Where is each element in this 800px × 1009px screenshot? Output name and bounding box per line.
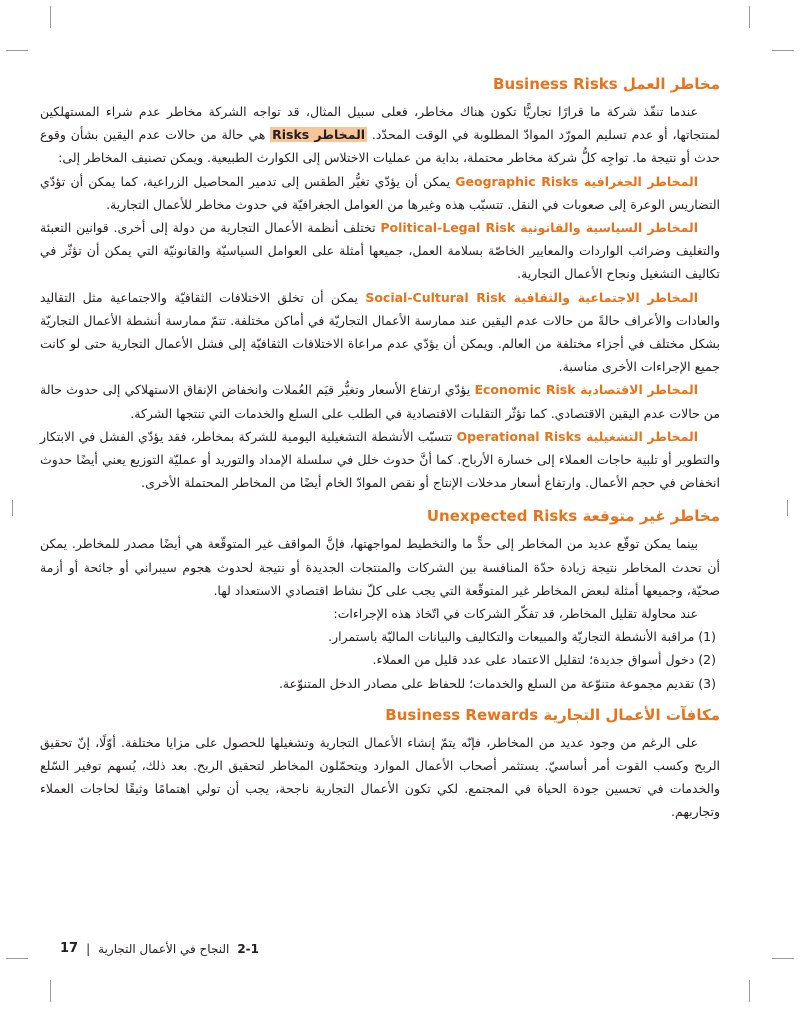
page-content [40,72,720,824]
crop-mark [772,958,794,959]
section-heading-business-risks [40,72,720,96]
crop-mark [50,6,51,28]
crop-mark [12,500,13,516]
section-number: 2-1 [237,941,260,956]
crop-mark [772,50,794,51]
intro-paragraph [40,100,720,170]
risk-item-operational [40,425,720,495]
risk-term: المخاطر الاقتصادية Economic Risk [474,382,698,398]
risks-definition-highlight: المخاطر Risks [272,127,366,143]
heading-english: Business Risks [493,75,618,93]
crop-mark [50,980,51,1002]
crop-mark [6,50,28,51]
crop-mark [6,958,28,959]
risk-text: تتسبّب الأنشطة التشغيلية اليومية للشركة بمخاطر، فقد يؤدّي الفشل في الابتكار والتطوير أو تلبية حاجات العملاء إلى خسارة الأرباح. كما أنَّ حدوث خلل في سلسلة الإمداد والتوريد أو عمليّة التوزيع يعني أيضًا حدوث انخفاض في حجم الأعمال. وارتفاع أسعار مدخلات الإنتاج أو نقص الموادّ الخام أيضًا من المخاطر المحتملة الأخرى. [40,428,720,491]
page-footer [60,941,259,956]
page-number: 17 [60,941,79,956]
risk-term: المخاطر السياسية والقانونية Political-Legal Risk [380,220,698,236]
crop-mark [749,6,750,28]
crop-mark [787,500,788,516]
measures-list [40,625,720,695]
heading-english: Unexpected Risks [426,507,578,526]
list-item: (1) مراقبة الأنشطة التجاريّة والمبيعات والتكاليف والبيانات الماليّة باستمرار. [328,629,716,645]
heading-english: Business Rewards [385,705,539,724]
risk-term: المخاطر التشغيلية Operational Risks [456,428,699,444]
intro-text-a: عندما تنفّذ شركة ما قرارًا تجاريًّا تكون هناك مخاطر، فعلى سبيل المثال، قد تواجه الشركة مخاطر عدم شراء المستهلكين لمنتجاتها، أو عدم تسليم المورّد الموادّ المطلوبة في الوقت المحدّد. [40,104,720,143]
unexpected-risks-paragraph: بينما يمكن توقّع عديد من المخاطر إلى حدٍّ ما والتخطيط لمواجهتها، فإنَّ المواقف غير المتوقّعة هي أيضًا مصدر للمخاطر. يمكن أن تحدث المخاطر نتيجة زيادة حدّة المنافسة بين الشركات والمنتجات الجديدة أو نتيجة لحدوث هجوم سيبراني أو جائحة أو أزمة صحيّة، وجميعها أمثلة لبعض المخاطر غير المتوقّعة التي يجب على كلّ نشاط اقتصادي الاستعداد لها. [40,536,720,598]
heading-arabic: مخاطر العمل [622,75,720,93]
risk-text: تختلف أنظمة الأعمال التجارية من دولة إلى أخرى. قوانين التعبئة والتغليف وضرائب الواردات والمعايير الخاصّة بسلامة العمل، جميعها أمثلة على العوامل السياسيّة والقانونيّة التي يمكن أن تؤثّر في تكاليف التشغيل ونجاح الأعمال التجارية. [40,220,720,282]
heading-arabic: مخاطر غير متوقعة [582,507,720,526]
risk-item-social-cultural [40,286,720,379]
risk-text: يمكن أن تخلق الاختلافات الثقافيّة والاجتماعية مثل التقاليد والعادات والأعراف حالةً من حالات عدم اليقين عند ممارسة الأعمال التجاريّة في أماكن مختلفة. تتمّ ممارسة أنشطة الأعمال التجاريّة بشكل مختلف في أجزاء مختلفة من العالم. ويمكن أن يؤدّي عدم مراعاة الاختلافات الثقافيّة إلى فشل الأعمال التجارية حتى لو كانت جميع الإجراءات الأخرى مناسبة. [40,289,720,375]
risk-text: يمكن أن يؤدّي تغيُّر الطقس إلى تدمير المحاصيل الزراعية، كما يمكن أن تؤدّي التضاريس الوعرة إلى صعوبات في النقل. تتسبّب هذه وغيرها من العوامل الجغرافيّة في حدوث مخاطر للأعمال التجارية. [40,173,720,212]
business-rewards-paragraph: على الرغم من وجود عديد من المخاطر، فإنّه يتمّ إنشاء الأعمال التجارية وتشغيلها للحصول على مزايا مختلفة. أوّلًا، إنّ تحقيق الربح وكسب القوت أمر أساسيّ. يستثمر أصحاب الأعمال الموارد ويتحمّلون المخاطر لتحقيق الربح. بعد ذلك، يُسهم توفير السّلع والخدمات في تحسين جودة الحياة في المجتمع. لكي تكون الأعمال التجارية ناجحة، يجب أن تولي اهتمامًا وثيقًا لحاجات العملاء وتجاربهم. [40,734,720,820]
risk-item-political-legal [40,216,720,286]
list-item: (3) تقديم مجموعة متنوّعة من السلع والخدمات؛ للحفاظ على مصادر الدخل المتنوّعة. [278,675,716,691]
section-heading-unexpected-risks [40,504,720,528]
heading-arabic: مكافآت الأعمال التجارية [543,705,720,724]
crop-mark [749,980,750,1002]
risk-term: المخاطر الجغرافية Geographic Risks [455,173,698,189]
risk-item-geographic [40,170,720,216]
footer-separator: | [86,941,91,956]
intro-text-b: هي حالة من حالات عدم اليقين بشأن وقوع حدث أو نتيجة ما. تواجِه كلُّ شركة مخاطر محتملة، بداية من عمليات الاختلاس إلى الكوارث الطبيعية. ويمكن تصنيف المخاطر إلى: [40,127,720,166]
risk-term: المخاطر الاجتماعية والثقافية Social-Cultural Risk [365,289,698,305]
risk-text: يؤدّي ارتفاع الأسعار وتغيُّر قيَم العُملات وانخفاض الإنفاق الاستهلاكي إلى حدوث حالة من حالات عدم اليقين الاقتصادي. كما تؤثّر التقلبات الاقتصادية في الطلب على السلع والخدمات التي تنتجها الشركة. [40,382,720,421]
measures-lead: عند محاولة تقليل المخاطر، قد تفكّر الشركات في اتّخاذ هذه الإجراءات: [333,606,698,622]
risk-item-economic [40,378,720,424]
chapter-title: النجاح في الأعمال التجارية [98,941,230,956]
section-heading-business-rewards [40,703,720,727]
list-item: (2) دخول أسواق جديدة؛ لتقليل الاعتماد على عدد قليل من العملاء. [372,652,716,668]
